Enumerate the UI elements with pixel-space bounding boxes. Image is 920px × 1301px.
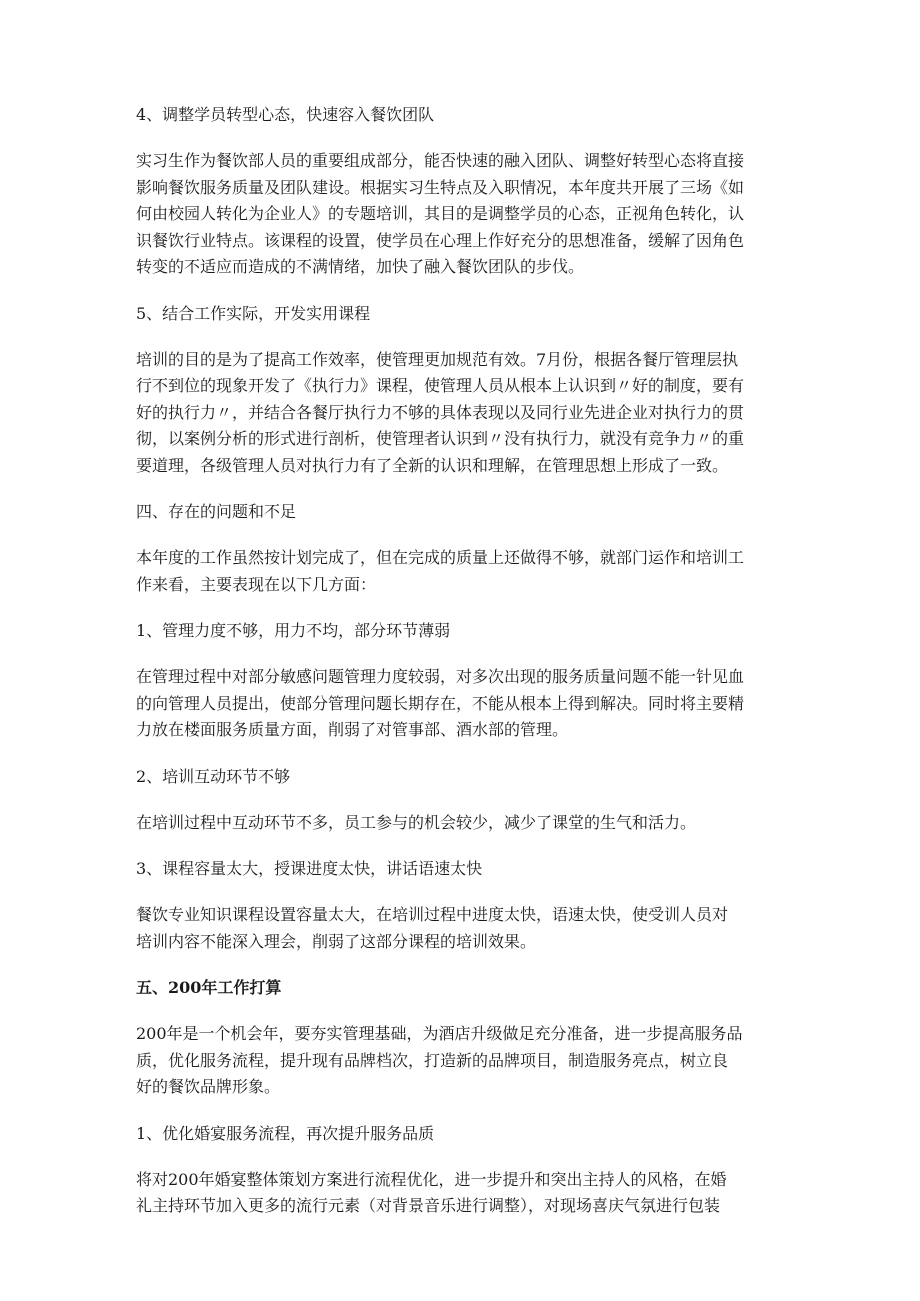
paragraph-line: 好的执行力〃，并结合各餐厅执行力不够的具体表现以及同行业先进企业对执行力的贯: [136, 402, 745, 422]
paragraph-line: 影响餐饮服务质量及团队建设。根据实习生特点及入职情况，本年度共开展了三场《如: [136, 177, 745, 197]
paragraph-line: 识餐饮行业特点。该课程的设置，使学员在心理上作好充分的思想准备，缓解了因角色: [136, 230, 745, 250]
paragraph: [136, 545, 786, 598]
paragraph-line: 餐饮专业知识课程设置容量太大，在培训过程中进度太快，语速太快，使受训人员对: [136, 905, 729, 924]
paragraph: [136, 148, 786, 281]
paragraph: [136, 664, 786, 744]
section-heading: 四、存在的问题和不足: [136, 502, 297, 521]
section-heading: 1、优化婚宴服务流程，再次提升服务品质: [136, 1123, 435, 1143]
paragraph-line: 礼主持环节加入更多的流行元素（对背景音乐进行调整），对现场喜庆气氛进行包装: [136, 1196, 721, 1215]
section-heading: 五、200年工作打算: [136, 978, 282, 997]
paragraph-line: 的向管理人员提出，使部分管理问题长期存在，不能从根本上得到解决。同时将主要精: [136, 693, 745, 713]
paragraph-line: 彻，以案例分析的形式进行剖析，使管理者认识到〃没有执行力，就没有竞争力〃的重: [136, 429, 745, 448]
paragraph: [136, 810, 786, 837]
paragraph-line: 200年是一个机会年，要夯实管理基础，为酒店升级做足充分准备，进一步提高服务品: [136, 1024, 743, 1043]
paragraph-line: 在培训过程中互动环节不多，员工参与的机会较少，减少了课堂的生气和活力。: [136, 812, 697, 832]
paragraph: [136, 1021, 786, 1101]
paragraph-line: 何由校园人转化为企业人》的专题培训，其目的是调整学员的心态，正视角色转化，认: [136, 204, 745, 223]
paragraph: [136, 347, 786, 480]
paragraph-line: 培训内容不能深入理会，削弱了这部分课程的培训效果。: [136, 931, 537, 951]
paragraph-line: 好的餐饮品牌形象。: [136, 1077, 281, 1096]
paragraph-line: 本年度的工作虽然按计划完成了，但在完成的质量上还做得不够，就部门运作和培训工: [136, 548, 745, 567]
paragraph-line: 作来看，主要表现在以下几方面：: [136, 574, 377, 594]
section-heading: 1、管理力度不够，用力不均，部分环节薄弱: [136, 621, 451, 640]
section-heading: 2、培训互动环节不够: [136, 766, 291, 786]
paragraph: [136, 902, 786, 955]
paragraph-line: 要道理，各级管理人员对执行力有了全新的认识和理解，在管理思想上形成了一致。: [136, 455, 729, 475]
paragraph-line: 行不到位的现象开发了《执行力》课程，使管理人员从根本上认识到〃好的制度，要有: [136, 376, 745, 395]
paragraph-line: 在管理过程中对部分敏感问题管理力度较弱，对多次出现的服务质量问题不能一针见血: [136, 667, 745, 686]
paragraph-line: 实习生作为餐饮部人员的重要组成部分，能否快速的融入团队、调整好转型心态将直接: [136, 151, 745, 170]
section-heading: 5、结合工作实际，开发实用课程: [136, 303, 371, 323]
paragraph-line: 将对200年婚宴整体策划方案进行流程优化，进一步提升和突出主持人的风格，在婚: [136, 1169, 727, 1189]
paragraph-line: 力放在楼面服务质量方面，削弱了对管事部、酒水部的管理。: [136, 720, 569, 739]
document-body: [136, 100, 786, 1238]
section-heading: 3、课程容量太大，授课进度太快，讲话语速太快: [136, 859, 483, 878]
paragraph: [136, 1167, 786, 1220]
paragraph-line: 培训的目的是为了提高工作效率，使管理更加规范有效。7月份，根据各餐厅管理层执: [136, 349, 739, 369]
section-heading: 4、调整学员转型心态，快速容入餐饮团队: [136, 105, 435, 124]
paragraph-line: 转变的不适应而造成的不满情绪，加快了融入餐饮团队的步伐。: [136, 257, 585, 276]
paragraph-line: 质，优化服务流程，提升现有品牌档次，打造新的品牌项目，制造服务亮点，树立良: [136, 1050, 729, 1070]
